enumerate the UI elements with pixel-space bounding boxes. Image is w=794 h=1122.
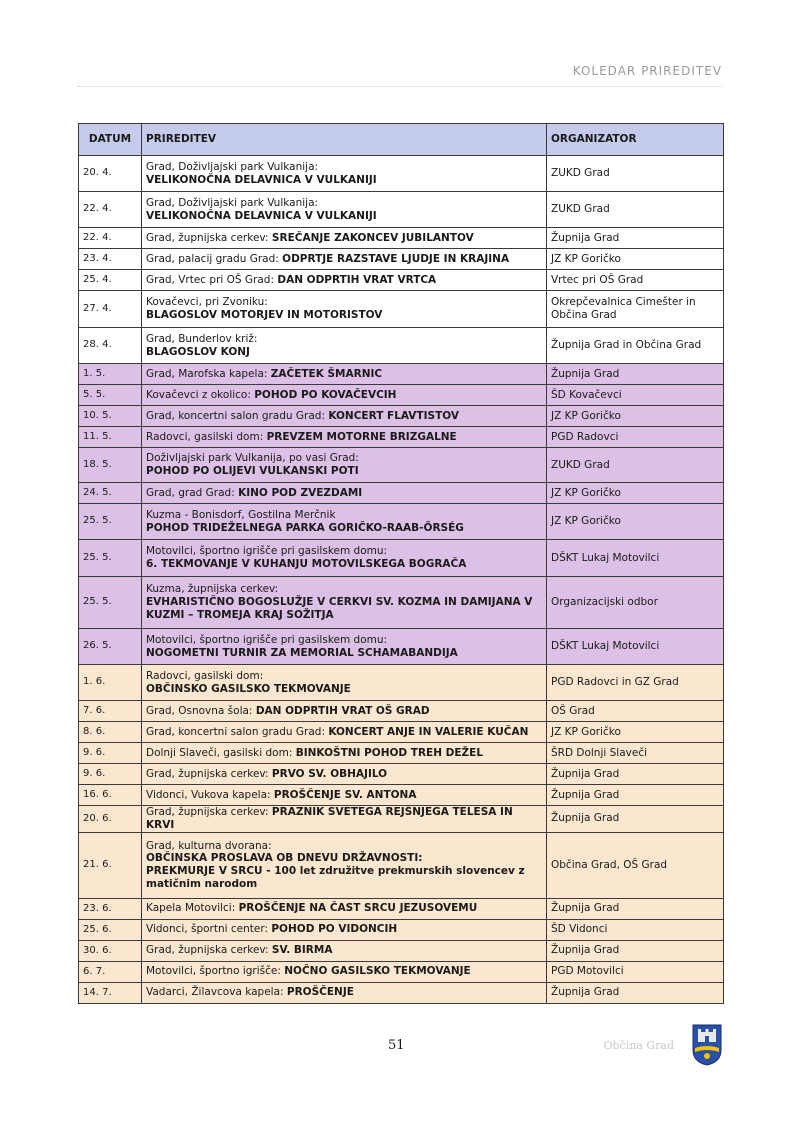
event-title: NOČNO GASILSKO TEKMOVANJE <box>284 965 471 978</box>
event-title: BLAGOSLOV KONJ <box>146 345 250 358</box>
events-table-body <box>79 156 724 1004</box>
column-header-organizer: ORGANIZATOR <box>547 124 724 156</box>
row-organizer: Župnija Grad in Občina Grad <box>547 328 724 364</box>
row-organizer: Okrepčevalnica Cimešter in Občina Grad <box>547 291 724 328</box>
table-row <box>79 764 724 785</box>
row-date: 7. 6. <box>79 701 142 722</box>
row-event <box>142 806 547 833</box>
event-title: PROŠČENJE NA ČAST SRCU JEZUSOVEMU <box>238 902 478 915</box>
event-location: Grad, župnijska cerkev: <box>146 767 272 780</box>
row-event <box>142 540 547 577</box>
event-title: DAN ODPRTIH VRAT VRTCA <box>277 273 437 286</box>
table-row <box>79 961 724 982</box>
row-organizer: Župnija Grad <box>547 806 724 833</box>
row-date: 25. 5. <box>79 577 142 629</box>
event-location: Radovci, gasilski dom: <box>146 430 267 443</box>
row-date: 5. 5. <box>79 385 142 406</box>
row-date: 20. 4. <box>79 156 142 192</box>
table-row <box>79 406 724 427</box>
row-date: 18. 5. <box>79 448 142 483</box>
row-date: 22. 4. <box>79 228 142 249</box>
row-event <box>142 898 547 919</box>
row-event <box>142 427 547 448</box>
row-date: 10. 5. <box>79 406 142 427</box>
row-organizer: ŠD Vidonci <box>547 919 724 940</box>
row-date: 25. 4. <box>79 270 142 291</box>
row-date: 1. 5. <box>79 364 142 385</box>
event-location: Grad, Doživljajski park Vulkanija: <box>146 196 319 209</box>
row-event <box>142 448 547 483</box>
event-title: VELIKONOČNA DELAVNICA V VULKANIJI <box>146 173 377 186</box>
table-row <box>79 291 724 328</box>
table-row <box>79 832 724 898</box>
row-event <box>142 483 547 504</box>
row-organizer: PGD Radovci <box>547 427 724 448</box>
event-location: Grad, Doživljajski park Vulkanija: <box>146 160 319 173</box>
table-row <box>79 483 724 504</box>
event-title: SV. BIRMA <box>271 944 333 957</box>
event-location: Radovci, gasilski dom: <box>146 669 264 682</box>
table-row <box>79 249 724 270</box>
row-event <box>142 328 547 364</box>
row-date: 11. 5. <box>79 427 142 448</box>
table-row <box>79 364 724 385</box>
table-row <box>79 743 724 764</box>
table-row <box>79 448 724 483</box>
row-date: 25. 5. <box>79 540 142 577</box>
row-organizer: ZUKD Grad <box>547 192 724 228</box>
row-organizer: PGD Radovci in GZ Grad <box>547 665 724 701</box>
event-title: KINO POD ZVEZDAMI <box>238 486 363 499</box>
row-date: 9. 6. <box>79 743 142 764</box>
row-date: 1. 6. <box>79 665 142 701</box>
event-location: Kovačevci z okolico: <box>146 388 255 401</box>
column-header-date: DATUM <box>79 124 142 156</box>
coat-of-arms-icon <box>692 1024 722 1066</box>
row-event <box>142 270 547 291</box>
row-date: 8. 6. <box>79 722 142 743</box>
event-title: POHOD TRIDEŽELNEGA PARKA GORIČKO-RAAB-ŐRSÉG <box>146 521 464 534</box>
event-location: Grad, Marofska kapela: <box>146 367 271 380</box>
row-event <box>142 577 547 629</box>
event-title: KONCERT ANJE IN VALERIE KUČAN <box>328 725 529 738</box>
row-event <box>142 364 547 385</box>
row-organizer: Župnija Grad <box>547 764 724 785</box>
row-event <box>142 722 547 743</box>
event-title: ZAČETEK ŠMARNIC <box>270 367 383 380</box>
event-location: Grad, župnijska cerkev: <box>146 231 272 244</box>
row-date: 25. 6. <box>79 919 142 940</box>
row-organizer: Župnija Grad <box>547 940 724 961</box>
table-row <box>79 940 724 961</box>
row-event <box>142 785 547 806</box>
row-date: 14. 7. <box>79 982 142 1003</box>
table-row <box>79 156 724 192</box>
event-location: Kapela Motovilci: <box>146 902 239 915</box>
table-header-row <box>79 124 724 156</box>
event-title: POHOD PO KOVAČEVCIH <box>254 388 397 401</box>
event-title: PROŠČENJE <box>286 986 354 999</box>
event-title: OBČINSKO GASILSKO TEKMOVANJE <box>146 682 351 695</box>
event-title: VELIKONOČNA DELAVNICA V VULKANIJI <box>146 209 377 222</box>
row-organizer: DŠKT Lukaj Motovilci <box>547 629 724 665</box>
row-organizer: OŠ Grad <box>547 701 724 722</box>
page-header-title: KOLEDAR PRIREDITEV <box>572 64 722 78</box>
row-date: 20. 6. <box>79 806 142 833</box>
row-date: 24. 5. <box>79 483 142 504</box>
column-header-event: PRIREDITEV <box>142 124 547 156</box>
row-organizer: Župnija Grad <box>547 364 724 385</box>
event-location: Vidonci, Vukova kapela: <box>146 788 274 801</box>
event-location: Kuzma, župnijska cerkev: <box>146 583 279 596</box>
row-event <box>142 291 547 328</box>
row-organizer: Občina Grad, OŠ Grad <box>547 832 724 898</box>
footer-municipality-name: Občina Grad <box>603 1039 674 1052</box>
row-event <box>142 832 547 898</box>
event-location: Grad, koncertni salon gradu Grad: <box>146 725 329 738</box>
event-location: Motovilci, športno igrišče: <box>146 965 285 978</box>
row-organizer: JZ KP Goričko <box>547 249 724 270</box>
row-event <box>142 919 547 940</box>
table-row <box>79 701 724 722</box>
event-title: OBČINSKA PROSLAVA OB DNEVU DRŽAVNOSTI: <box>146 852 423 865</box>
table-row <box>79 785 724 806</box>
row-date: 9. 6. <box>79 764 142 785</box>
header-divider <box>78 86 722 87</box>
row-date: 27. 4. <box>79 291 142 328</box>
event-title: PRAZNIK SVETEGA REJŠNJEGA TELESA IN KRVI <box>146 806 513 831</box>
event-location: Motovilci, športno igrišče pri gasilskem domu: <box>146 633 388 646</box>
row-organizer: JZ KP Goričko <box>547 504 724 540</box>
row-event <box>142 961 547 982</box>
table-row <box>79 540 724 577</box>
row-date: 25. 5. <box>79 504 142 540</box>
event-location: Dolnji Slaveči, gasilski dom: <box>146 746 296 759</box>
row-event <box>142 228 547 249</box>
row-event <box>142 629 547 665</box>
event-location: Grad, župnijska cerkev: <box>146 944 272 957</box>
events-table <box>78 123 724 1004</box>
event-location: Grad, Vrtec pri OŠ Grad: <box>146 273 278 286</box>
table-row <box>79 385 724 406</box>
table-row <box>79 577 724 629</box>
event-title: 6. TEKMOVANJE V KUHANJU MOTOVILSKEGA BOGRAČA <box>146 558 467 570</box>
page-number: 51 <box>388 1038 405 1053</box>
row-event <box>142 982 547 1003</box>
table-row <box>79 192 724 228</box>
row-date: 22. 4. <box>79 192 142 228</box>
row-event <box>142 665 547 701</box>
row-event <box>142 764 547 785</box>
row-date: 26. 5. <box>79 629 142 665</box>
event-location: Grad, kulturna dvorana: <box>146 839 272 852</box>
table-row <box>79 228 724 249</box>
event-title: POHOD PO OLIJEVI VULKANSKI POTI <box>146 465 359 477</box>
event-title: NOGOMETNI TURNIR ZA MEMORIAL SCHAMABANDIJA <box>146 646 458 659</box>
event-title: DAN ODPRTIH VRAT OŠ GRAD <box>255 704 430 717</box>
event-location: Grad, Osnovna šola: <box>146 704 256 717</box>
row-organizer: DŠKT Lukaj Motovilci <box>547 540 724 577</box>
row-date: 6. 7. <box>79 961 142 982</box>
row-event <box>142 249 547 270</box>
event-location: Grad, grad Grad: <box>146 486 239 499</box>
row-event <box>142 504 547 540</box>
event-location: Vidonci, športni center: <box>146 923 272 936</box>
row-event <box>142 192 547 228</box>
event-location: Grad, palacij gradu Grad: <box>146 252 283 265</box>
table-row <box>79 504 724 540</box>
event-title: SREČANJE ZAKONCEV JUBILANTOV <box>271 231 474 244</box>
table-row <box>79 722 724 743</box>
event-title: ODPRTJE RAZSTAVE LJUDJE IN KRAJINA <box>282 252 510 265</box>
row-organizer: Župnija Grad <box>547 228 724 249</box>
table-row <box>79 665 724 701</box>
row-organizer: ZUKD Grad <box>547 448 724 483</box>
table-row <box>79 270 724 291</box>
row-organizer: JZ KP Goričko <box>547 483 724 504</box>
table-row <box>79 919 724 940</box>
event-location: Grad, župnijska cerkev: <box>146 806 272 818</box>
row-event <box>142 940 547 961</box>
event-subtitle: PREKMURJE V SRCU - 100 let združitve prekmurskih slovencev z matičnim narodom <box>146 865 525 890</box>
row-organizer: JZ KP Goričko <box>547 406 724 427</box>
row-date: 30. 6. <box>79 940 142 961</box>
row-organizer: PGD Motovilci <box>547 961 724 982</box>
row-organizer: ZUKD Grad <box>547 156 724 192</box>
row-organizer: Župnija Grad <box>547 982 724 1003</box>
event-title: POHOD PO VIDONCIH <box>271 923 398 936</box>
event-title: PREVZEM MOTORNE BRIZGALNE <box>266 430 457 443</box>
row-organizer: ŠRD Dolnji Slaveči <box>547 743 724 764</box>
event-title: EVHARISTIČNO BOGOSLUŽJE V CERKVI SV. KOZMA IN DAMIJANA V KUZMI – TROMEJA KRAJ SOŽITJA <box>146 596 533 621</box>
table-row <box>79 982 724 1003</box>
row-organizer: Župnija Grad <box>547 785 724 806</box>
row-event <box>142 701 547 722</box>
table-row <box>79 629 724 665</box>
event-location: Vadarci, Žilavcova kapela: <box>146 986 287 999</box>
event-location: Doživljajski park Vulkanija, po vasi Grad: <box>146 452 359 465</box>
event-location: Grad, koncertni salon gradu Grad: <box>146 409 329 422</box>
row-organizer: Župnija Grad <box>547 898 724 919</box>
event-location: Kuzma - Bonisdorf, Gostilna Merčnik <box>146 508 336 521</box>
row-organizer: Organizacijski odbor <box>547 577 724 629</box>
row-event <box>142 743 547 764</box>
event-title: BLAGOSLOV MOTORJEV IN MOTORISTOV <box>146 309 383 321</box>
row-date: 23. 4. <box>79 249 142 270</box>
event-location: Grad, Bunderlov križ: <box>146 332 258 345</box>
row-date: 16. 6. <box>79 785 142 806</box>
row-event <box>142 156 547 192</box>
row-event <box>142 385 547 406</box>
row-organizer: ŠD Kovačevci <box>547 385 724 406</box>
row-date: 21. 6. <box>79 832 142 898</box>
row-organizer: JZ KP Goričko <box>547 722 724 743</box>
row-date: 28. 4. <box>79 328 142 364</box>
table-row <box>79 427 724 448</box>
table-row <box>79 806 724 833</box>
event-title: BINKOŠTNI POHOD TREH DEŽEL <box>295 746 484 759</box>
event-location: Kovačevci, pri Zvoniku: <box>146 296 268 309</box>
event-title: KONCERT FLAVTISTOV <box>328 409 459 422</box>
event-title: PRVO SV. OBHAJILO <box>271 767 388 780</box>
table-row <box>79 328 724 364</box>
table-row <box>79 898 724 919</box>
event-title: PROŠČENJE SV. ANTONA <box>273 788 417 801</box>
row-event <box>142 406 547 427</box>
event-location: Motovilci, športno igrišče pri gasilskem domu: <box>146 545 388 558</box>
row-date: 23. 6. <box>79 898 142 919</box>
row-organizer: Vrtec pri OŠ Grad <box>547 270 724 291</box>
